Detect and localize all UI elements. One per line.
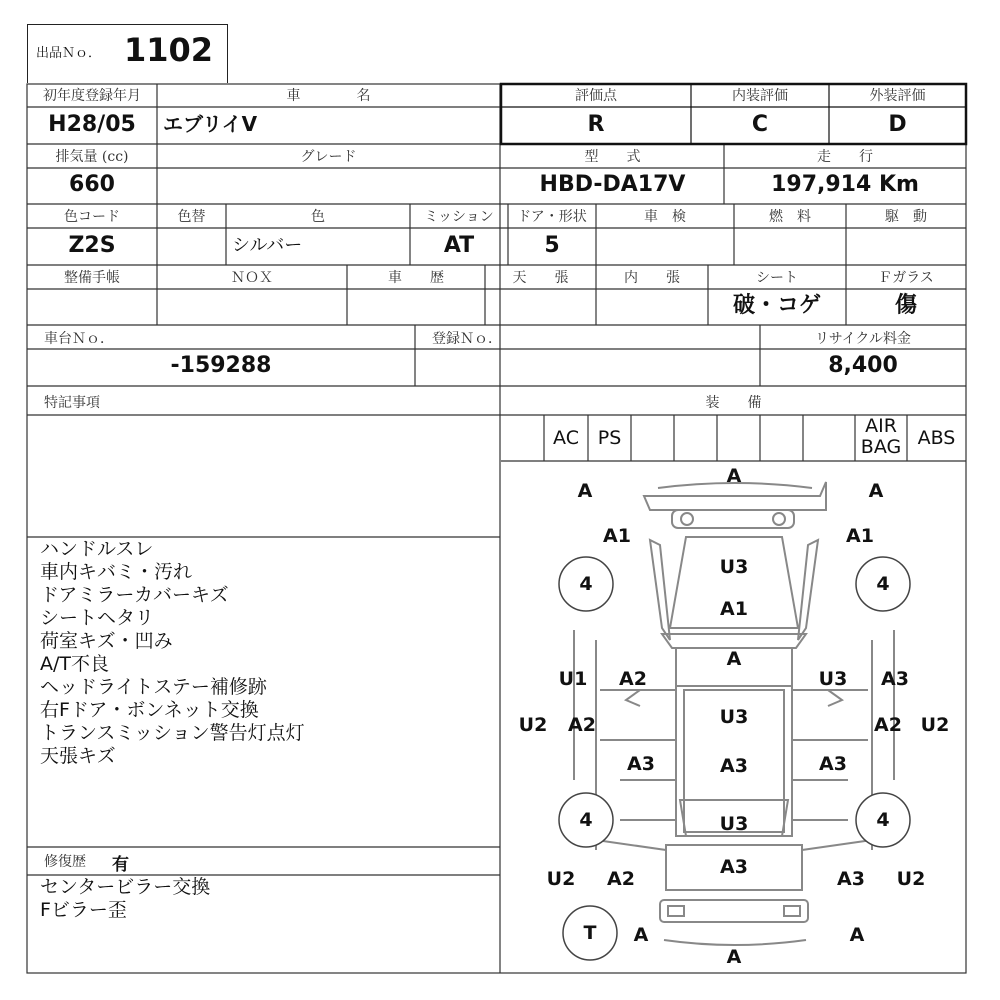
equipment-ac: AC — [553, 427, 579, 449]
fuel-header: 燃 料 — [769, 209, 811, 225]
notes-header: 特記事項 — [44, 395, 100, 411]
score-header: 評価点 — [575, 88, 617, 104]
color-header: 色 — [311, 209, 325, 225]
mark-windshield-top: U3 — [719, 556, 749, 578]
mark-tire-fl: 4 — [579, 573, 593, 595]
note-item: 車内キバミ・汚れ — [40, 561, 193, 583]
color-change-header: 色替 — [177, 209, 206, 225]
service-book-header: 整備手帳 — [64, 270, 120, 286]
note-item: ヘッドライトステー補修跡 — [40, 676, 267, 698]
mark-pillar-right: A1 — [846, 525, 874, 547]
note-item: 右Fドア・ボンネット交換 — [40, 699, 259, 721]
transmission-value: AT — [443, 233, 475, 258]
note-item: トランスミッション警告灯点灯 — [40, 722, 305, 744]
equipment-abs: ABS — [917, 427, 956, 449]
mark-fdoor-r-outer: A3 — [881, 668, 909, 690]
mark-side-r-inner: A2 — [874, 714, 902, 736]
first-reg-header: 初年度登録年月 — [43, 88, 141, 104]
repair-note: Fビラー歪 — [40, 899, 127, 921]
mark-rear-bumper-l: A — [633, 924, 649, 946]
mark-roof-top: U3 — [719, 706, 749, 728]
transmission-header: ミッション — [424, 209, 494, 225]
displacement-header: 排気量 (cc) — [55, 149, 129, 165]
color-code-value: Z2S — [68, 233, 116, 258]
mark-fdoor-l-inner: A2 — [619, 668, 647, 690]
mark-front-center: A — [726, 465, 742, 487]
door-shape-value: 5 — [544, 233, 560, 258]
interior-trim-header: 内 張 — [624, 270, 680, 286]
exterior-header: 外装評価 — [869, 88, 926, 104]
equipment-header: 装 備 — [705, 395, 762, 411]
mark-rear-glass: U3 — [719, 813, 749, 835]
lot-number: 1102 — [124, 31, 214, 69]
color-code-header: 色コード — [64, 209, 120, 225]
mark-fdoor-r-inner: U3 — [818, 668, 848, 690]
repair-note: センタービラー交換 — [40, 876, 211, 898]
mark-tailgate: A3 — [720, 856, 748, 878]
grade-header: グレード — [300, 149, 357, 165]
first-reg-value: H28/05 — [48, 112, 136, 137]
seat-value: 破・コゲ — [732, 293, 821, 318]
mark-windshield-bottom: A1 — [720, 598, 748, 620]
recycle-value: 8,400 — [828, 353, 898, 378]
mark-rdoor-r: A3 — [819, 753, 847, 775]
exterior-value: D — [888, 112, 907, 137]
mark-fdoor-l-outer: U1 — [558, 668, 588, 690]
mark-rdoor-l: A3 — [627, 753, 655, 775]
f-glass-value: 傷 — [894, 293, 917, 318]
drive-header: 駆 動 — [885, 209, 927, 225]
mark-side-l-inner: A2 — [568, 714, 596, 736]
interior-header: 内装評価 — [732, 88, 788, 104]
nox-header: ＮＯＸ — [231, 270, 273, 286]
lot-label: 出品Ｎｏ． — [36, 46, 102, 61]
mark-rear-l-inner: A2 — [607, 868, 635, 890]
note-item: ハンドルスレ — [40, 538, 154, 560]
mark-side-r: U2 — [920, 714, 950, 736]
mark-rear-r-outer: U2 — [896, 868, 926, 890]
chassis-no-value: -159288 — [170, 353, 272, 378]
f-glass-header: Ｆガラス — [878, 270, 934, 286]
note-item: A/T不良 — [40, 653, 110, 675]
car-name-header: 車 名 — [286, 88, 371, 104]
mark-front-right: A — [868, 480, 884, 502]
mark-front-left: A — [577, 480, 593, 502]
mark-tire-rl: 4 — [579, 809, 593, 831]
mileage-value: 197,914 Km — [771, 172, 919, 197]
mark-rear-bumper-r: A — [849, 924, 865, 946]
note-item: ドアミラーカバーキズ — [40, 584, 229, 606]
model-header: 型 式 — [584, 149, 641, 165]
chassis-no-header: 車台Ｎｏ． — [44, 331, 114, 347]
history-header: 車 歴 — [388, 270, 444, 286]
model-value: HBD-DA17V — [539, 172, 686, 197]
headliner-header: 天 張 — [512, 270, 569, 286]
mark-hood: A — [726, 648, 742, 670]
score-value: R — [587, 112, 605, 137]
note-item: シートヘタリ — [40, 607, 155, 629]
repair-value: 有 — [112, 855, 129, 875]
mileage-header: 走 行 — [817, 149, 873, 165]
mark-rear-l-outer: U2 — [546, 868, 576, 890]
inspection-header: 車 検 — [644, 209, 686, 225]
equipment-airbag: AIR BAG — [860, 415, 902, 458]
equipment-ps: PS — [597, 427, 622, 449]
mark-spare-tire: T — [583, 922, 597, 944]
displacement-value: 660 — [69, 172, 115, 197]
note-item: 荷室キズ・凹み — [40, 630, 173, 652]
seat-header: シート — [756, 270, 798, 286]
mark-pillar-left: A1 — [603, 525, 631, 547]
mark-rear-r-inner: A3 — [837, 868, 865, 890]
note-item: 天張キズ — [40, 745, 116, 767]
color-value: シルバー — [232, 235, 303, 256]
mark-side-l: U2 — [518, 714, 548, 736]
interior-value: C — [751, 112, 769, 137]
mark-roof-bottom: A3 — [720, 755, 748, 777]
repair-header: 修復歴 — [44, 854, 86, 870]
reg-no-header: 登録Ｎｏ． — [432, 331, 502, 347]
door-shape-header: ドア・形状 — [517, 209, 587, 225]
car-name-value: エブリイV — [163, 112, 258, 136]
mark-rear-bumper-c: A — [726, 946, 742, 968]
mark-tire-fr: 4 — [876, 573, 890, 595]
recycle-header: リサイクル料金 — [814, 331, 912, 347]
mark-tire-rr: 4 — [876, 809, 890, 831]
